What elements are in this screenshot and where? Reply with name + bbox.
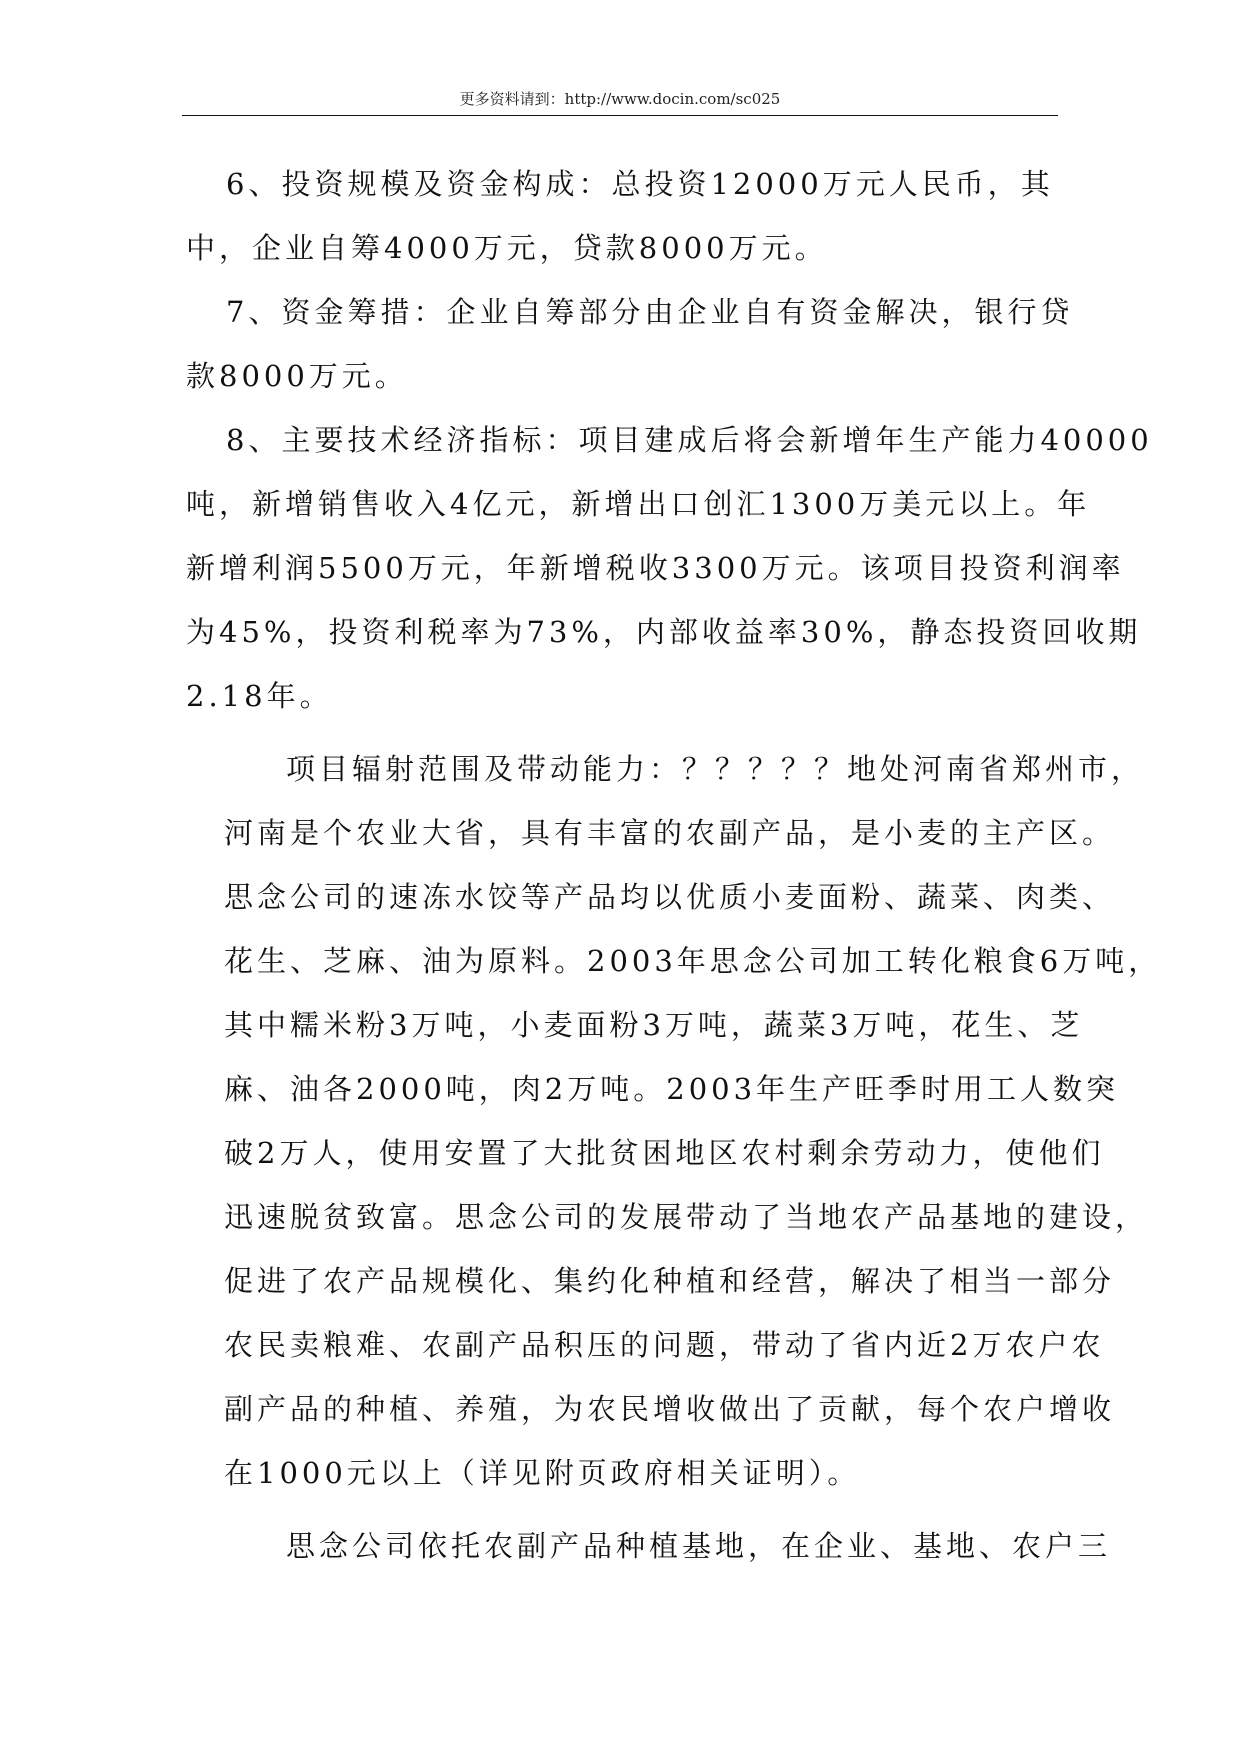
text-line: 为45%，投资利税率为73%，内部收益率30%，静态投资回收期 [186, 615, 1142, 649]
text-line: 吨，新增销售收入4亿元，新增出口创汇1300万美元以上。年 [186, 487, 1091, 521]
text-line: 促进了农产品规模化、集约化种植和经营，解决了相当一部分 [224, 1264, 1116, 1298]
text-line: 6、投资规模及资金构成：总投资12000万元人民币，其 [226, 167, 1054, 201]
page-header: 更多资料请到：http://www.docin.com/sc025 [459, 90, 781, 108]
text-line: 8、主要技术经济指标：项目建成后将会新增年生产能力40000 [226, 423, 1153, 457]
text-line: 迅速脱贫致富。思念公司的发展带动了当地农产品基地的建设， [224, 1200, 1149, 1234]
text-line: 款8000万元。 [186, 359, 408, 393]
text-line: 花生、芝麻、油为原料。2003年思念公司加工转化粮食6万吨， [224, 944, 1162, 978]
text-line: 新增利润5500万元，年新增税收3300万元。该项目投资利润率 [186, 551, 1125, 585]
text-line: 其中糯米粉3万吨，小麦面粉3万吨，蔬菜3万吨，花生、芝 [224, 1008, 1084, 1042]
text-line: 7、资金筹措：企业自筹部分由企业自有资金解决，银行贷 [226, 295, 1074, 329]
text-line: 中，企业自筹4000万元，贷款8000万元。 [186, 231, 828, 265]
text-line: 麻、油各2000吨，肉2万吨。2003年生产旺季时用工人数突 [224, 1072, 1120, 1106]
text-line: 思念公司依托农副产品种植基地，在企业、基地、农户三 [286, 1529, 1112, 1563]
text-line: 破2万人，使用安置了大批贫困地区农村剩余劳动力，使他们 [224, 1136, 1105, 1170]
text-line: 河南是个农业大省，具有丰富的农副产品，是小麦的主产区。 [224, 816, 1116, 850]
text-line: 在1000元以上（详见附页政府相关证明）。 [224, 1456, 861, 1490]
header-divider [182, 115, 1058, 116]
text-line: 副产品的种植、养殖，为农民增收做出了贡献，每个农户增收 [224, 1392, 1116, 1426]
text-line: 思念公司的速冻水饺等产品均以优质小麦面粉、蔬菜、肉类、 [224, 880, 1116, 914]
text-line: 2.18年。 [186, 679, 333, 713]
text-line: 农民卖粮难、农副产品积压的问题，带动了省内近2万农户农 [224, 1328, 1105, 1362]
text-line: 项目辐射范围及带动能力：？？？？？地处河南省郑州市， [286, 752, 1145, 786]
